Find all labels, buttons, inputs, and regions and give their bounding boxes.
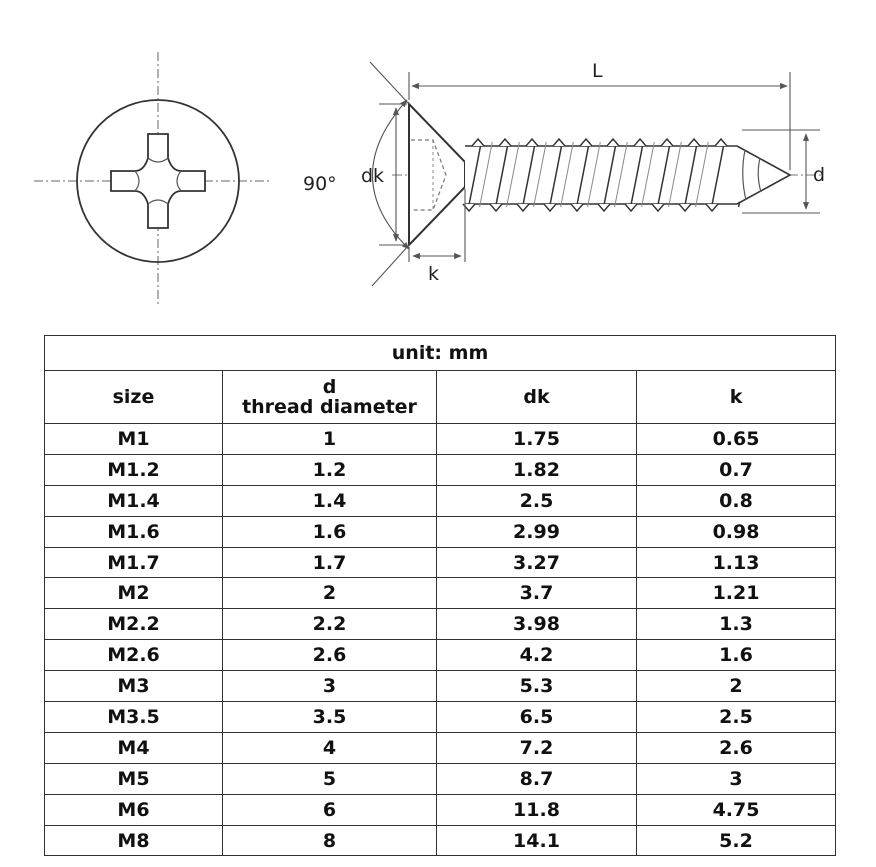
table-row [45, 732, 836, 763]
cell-size: M2 [45, 578, 223, 609]
cell-k: 1.21 [637, 578, 836, 609]
cell-dk: 14.1 [437, 825, 637, 856]
cell-dk: 3.98 [437, 609, 637, 640]
cell-size: M1.2 [45, 454, 223, 485]
table-row [45, 671, 836, 702]
cell-k: 2.6 [637, 732, 836, 763]
table-row [45, 825, 836, 856]
cell-size: M4 [45, 732, 223, 763]
cell-k: 0.7 [637, 454, 836, 485]
cell-d: 1.4 [223, 485, 437, 516]
dk-header: dk [437, 371, 637, 424]
cell-k: 0.8 [637, 485, 836, 516]
cell-k: 2.5 [637, 702, 836, 733]
cell-d: 1.7 [223, 547, 437, 578]
cell-k: 3 [637, 763, 836, 794]
cell-dk: 6.5 [437, 702, 637, 733]
cell-size: M3 [45, 671, 223, 702]
cell-d: 2 [223, 578, 437, 609]
screw-diagram [0, 0, 876, 320]
cell-k: 2 [637, 671, 836, 702]
cell-d: 3 [223, 671, 437, 702]
unit-header: unit: mm [45, 336, 836, 371]
table-row [45, 424, 836, 455]
cell-k: 1.3 [637, 609, 836, 640]
cell-dk: 1.75 [437, 424, 637, 455]
cell-dk: 5.3 [437, 671, 637, 702]
cell-dk: 7.2 [437, 732, 637, 763]
dk-label: dk [361, 165, 385, 187]
cell-dk: 4.2 [437, 640, 637, 671]
cell-dk: 8.7 [437, 763, 637, 794]
cell-d: 2.2 [223, 609, 437, 640]
countersunk-head [409, 104, 465, 245]
cell-d: 4 [223, 732, 437, 763]
d-label: d [813, 164, 826, 186]
cell-d: 1 [223, 424, 437, 455]
table-row [45, 763, 836, 794]
cell-size: M5 [45, 763, 223, 794]
cell-size: M2.6 [45, 640, 223, 671]
cell-size: M1.4 [45, 485, 223, 516]
cell-k: 1.6 [637, 640, 836, 671]
cell-d: 3.5 [223, 702, 437, 733]
thread-diameter-header [223, 371, 437, 424]
cell-size: M2.2 [45, 609, 223, 640]
table-row [45, 702, 836, 733]
d-symbol: d [322, 376, 337, 398]
k-header: k [637, 371, 836, 424]
table-row [45, 485, 836, 516]
cell-dk: 2.99 [437, 516, 637, 547]
d-name: thread diameter [242, 396, 417, 418]
cell-dk: 1.82 [437, 454, 637, 485]
dimension-table [44, 335, 836, 856]
cell-d: 2.6 [223, 640, 437, 671]
table-row [45, 547, 836, 578]
cell-size: M8 [45, 825, 223, 856]
table-row [45, 794, 836, 825]
size-header: size [45, 371, 223, 424]
head-top-view [34, 52, 272, 306]
cell-k: 4.75 [637, 794, 836, 825]
length-label: L [592, 60, 603, 82]
cell-k: 1.13 [637, 547, 836, 578]
cell-size: M1.6 [45, 516, 223, 547]
cell-k: 0.65 [637, 424, 836, 455]
cell-size: M1 [45, 424, 223, 455]
cell-dk: 3.27 [437, 547, 637, 578]
table-row [45, 516, 836, 547]
cell-size: M6 [45, 794, 223, 825]
cell-d: 8 [223, 825, 437, 856]
cell-d: 6 [223, 794, 437, 825]
angle-label: 90° [303, 173, 337, 195]
cell-dk: 3.7 [437, 578, 637, 609]
table-row [45, 454, 836, 485]
cell-dk: 2.5 [437, 485, 637, 516]
cell-size: M1.7 [45, 547, 223, 578]
phillips-cross-recess [111, 134, 205, 228]
screw-side-view [392, 104, 822, 245]
table-row [45, 578, 836, 609]
cell-d: 1.2 [223, 454, 437, 485]
k-label: k [428, 263, 440, 285]
cell-d: 5 [223, 763, 437, 794]
cell-k: 0.98 [637, 516, 836, 547]
table-row [45, 609, 836, 640]
cell-k: 5.2 [637, 825, 836, 856]
table-row [45, 640, 836, 671]
cell-dk: 11.8 [437, 794, 637, 825]
cell-size: M3.5 [45, 702, 223, 733]
cell-d: 1.6 [223, 516, 437, 547]
